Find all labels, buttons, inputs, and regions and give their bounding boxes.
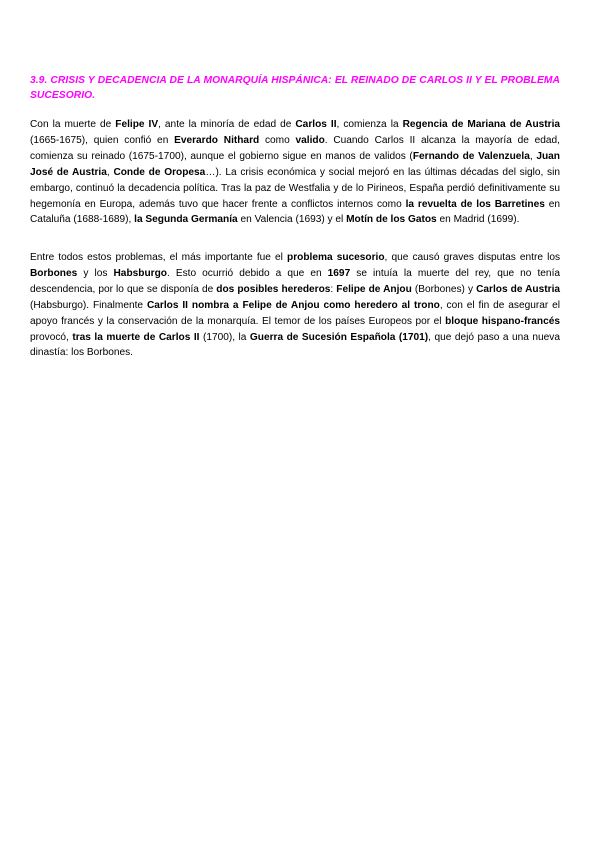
text-run: , que dejó paso a una nueva dinastía: los Borbones. bbox=[30, 331, 560, 359]
text-run: …). La crisis económica y social mejoró en las últimas décadas del siglo, sin embargo, continuó la decadencia política. Tras la paz de Westfalia y de lo Pirineos, España perdió definitivamente su hegemonía en Europa, además tuvo que hacer frente a conflictos internos como bbox=[30, 166, 560, 210]
bold-term: Felipe IV bbox=[115, 119, 159, 130]
text-run: (Borbones) y bbox=[411, 283, 477, 295]
bold-term: Carlos II nombra a Felipe de Anjou como heredero al trono bbox=[146, 299, 440, 311]
text-run: , bbox=[106, 166, 114, 178]
text-run: , con el fin de asegurar el apoyo francés y la conservación de la monarquía. El temor de los países Europeos por el bbox=[30, 299, 561, 327]
bold-term: la revuelta de los Barretines bbox=[405, 198, 545, 210]
bold-term: valido bbox=[295, 134, 325, 146]
paragraph-carlos-ii-reign bbox=[30, 117, 560, 228]
bold-term: Fernando de Valenzuela bbox=[412, 150, 530, 162]
bold-term: Borbones bbox=[30, 267, 78, 279]
bold-term: Carlos de Austria bbox=[476, 283, 561, 295]
bold-term: dos posibles herederos bbox=[216, 283, 331, 295]
bold-term: Regencia de Mariana de Austria bbox=[402, 119, 561, 130]
text-run: provocó, bbox=[30, 331, 73, 343]
bold-term: Everardo Nithard bbox=[174, 134, 260, 146]
text-run: y los bbox=[77, 267, 114, 279]
bold-term: Felipe de Anjou bbox=[336, 283, 412, 295]
text-run: , que causó graves disputas entre los bbox=[384, 252, 561, 263]
text-run: , bbox=[529, 150, 537, 162]
text-run: (1665-1675), quien confió en bbox=[30, 134, 175, 146]
text-run: : bbox=[330, 283, 337, 295]
text-run: (Habsburgo). Finalmente bbox=[30, 299, 147, 311]
bold-term: problema sucesorio bbox=[287, 252, 385, 263]
text-run: en Cataluña (1688-1689), bbox=[30, 198, 560, 226]
bold-term: Conde de Oropesa bbox=[113, 166, 206, 178]
text-run: en Madrid (1699). bbox=[436, 214, 520, 226]
paragraph-succession-problem bbox=[30, 250, 560, 361]
text-run: (1700), la bbox=[199, 331, 250, 343]
bold-term: Guerra de Sucesión Española (1701) bbox=[249, 331, 429, 343]
text-run: Entre todos estos problemas, el más importante fue el bbox=[30, 252, 288, 263]
bold-term: tras la muerte de Carlos II bbox=[72, 331, 200, 343]
bold-term: Habsburgo bbox=[113, 267, 167, 279]
text-run: . Cuando Carlos II alcanza la mayoría de edad, comienza su reinado (1675-1700), aunque el gobierno sigue en manos de validos ( bbox=[30, 134, 560, 162]
bold-term: Juan José de Austria bbox=[30, 150, 560, 178]
section-heading: 3.9. CRISIS Y DECADENCIA DE LA MONARQUÍA HISPÁNICA: EL REINADO DE CARLOS II Y EL PROBLEMA SUCESORIO. bbox=[30, 75, 560, 101]
bold-term: 1697 bbox=[327, 267, 351, 279]
text-run: , comienza la bbox=[336, 119, 403, 130]
bold-term: Motín de los Gatos bbox=[346, 214, 437, 226]
text-run: en Valencia (1693) y el bbox=[237, 214, 347, 226]
bold-term: Carlos II bbox=[295, 119, 337, 130]
bold-term: bloque hispano-francés bbox=[445, 315, 561, 327]
bold-term: la Segunda Germanía bbox=[134, 214, 238, 226]
text-run: como bbox=[259, 134, 296, 146]
text-run: . Esto ocurrió debido a que en bbox=[166, 267, 328, 279]
text-run: se intuía la muerte del rey, que no tenía descendencia, por lo que se disponía de bbox=[30, 267, 561, 295]
text-run: Con la muerte de bbox=[30, 119, 116, 130]
text-run: , ante la minoría de edad de bbox=[158, 119, 296, 130]
